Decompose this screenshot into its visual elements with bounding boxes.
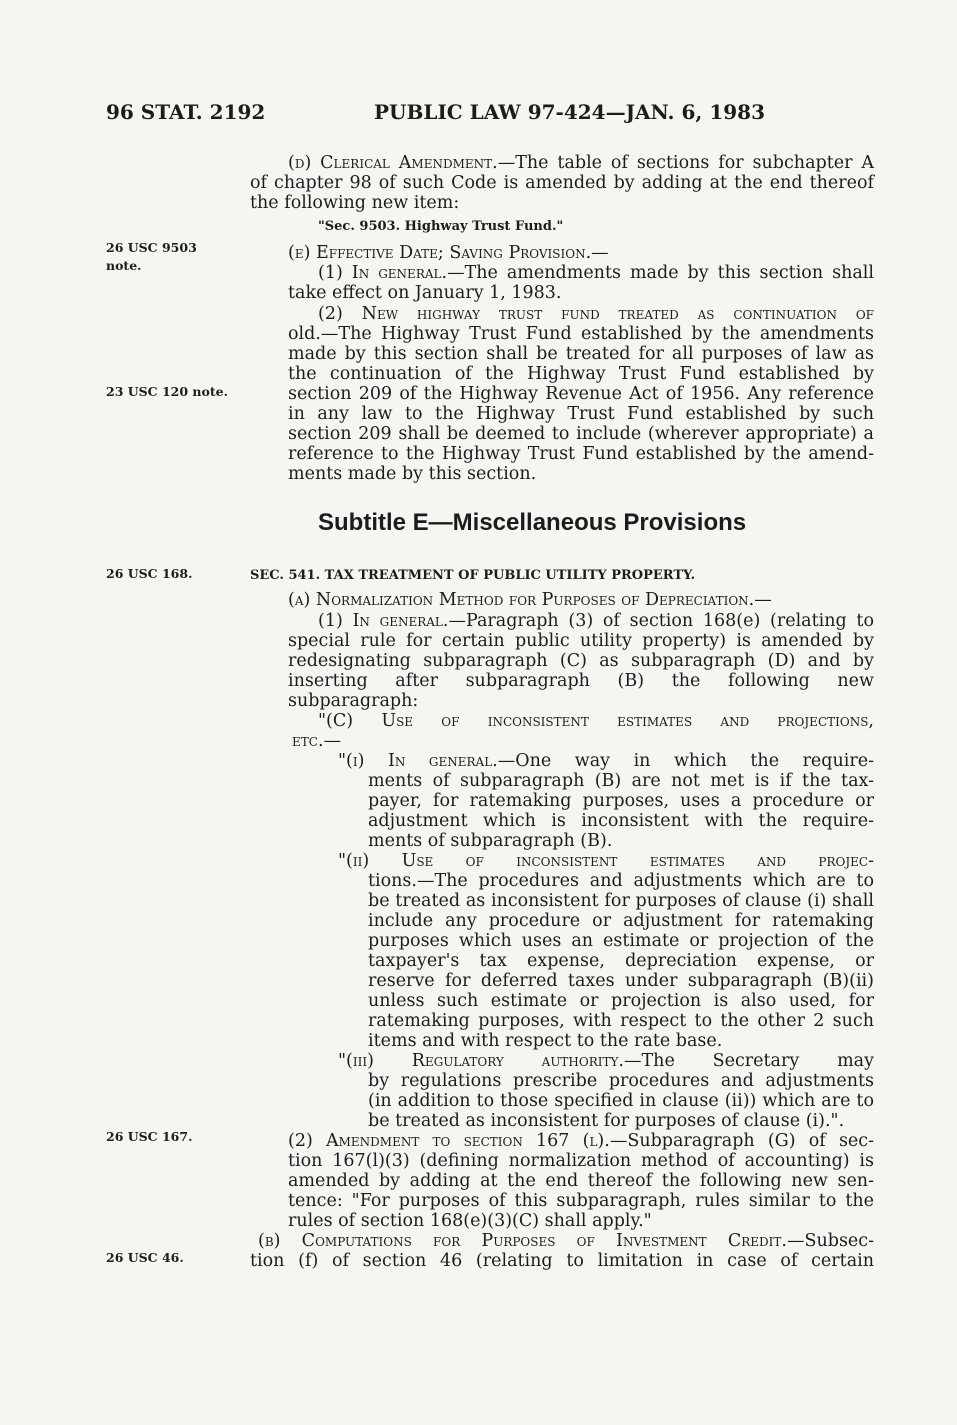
text-line: inserting after subparagraph (B) the following new bbox=[288, 671, 874, 691]
text-line: items and with respect to the rate base. bbox=[368, 1031, 723, 1051]
text-line: (in addition to those specified in clause (ii)) which are to bbox=[368, 1091, 874, 1111]
text-line: the continuation of the Highway Trust Fund established by bbox=[288, 364, 874, 384]
text-line: (2) New highway trust fund treated as continuation of bbox=[318, 304, 874, 324]
text-line: "(C) Use of inconsistent estimates and projections, bbox=[318, 711, 874, 731]
text-line: include any procedure or adjustment for ratemaking bbox=[368, 911, 874, 931]
statute-page-number: 96 STAT. 2192 bbox=[106, 100, 266, 124]
text-line: reference to the Highway Trust Fund established by the amend- bbox=[288, 444, 874, 464]
text-line: ments of subparagraph (B). bbox=[368, 831, 613, 851]
text-line: purposes which uses an estimate or projection of the bbox=[368, 931, 874, 951]
text-line: "(i) In general.—One way in which the require- bbox=[338, 751, 874, 771]
section-heading: SEC. 541. TAX TREATMENT OF PUBLIC UTILITY PROPERTY. bbox=[250, 568, 696, 583]
table-item: "Sec. 9503. Highway Trust Fund." bbox=[318, 219, 564, 234]
text-line: be treated as inconsistent for purposes of clause (i) shall bbox=[368, 891, 874, 911]
text-line: adjustment which is inconsistent with the require- bbox=[368, 811, 874, 831]
text-line: section 209 of the Highway Revenue Act of 1956. Any reference bbox=[288, 384, 874, 404]
margin-note: 26 USC 9503 bbox=[106, 240, 197, 255]
text-line: of chapter 98 of such Code is amended by adding at the end thereof bbox=[250, 173, 874, 193]
margin-note: 23 USC 120 note. bbox=[106, 384, 228, 399]
paragraph-heading: (e) Effective Date; Saving Provision.— bbox=[288, 243, 609, 263]
text-line: old.—The Highway Trust Fund established by the amendments bbox=[288, 324, 874, 344]
text-line: tence: "For purposes of this subparagraph, rules similar to the bbox=[288, 1191, 874, 1211]
text-line: ratemaking purposes, with respect to the other 2 such bbox=[368, 1011, 874, 1031]
text-line: tion 167(l)(3) (defining normalization method of accounting) is bbox=[288, 1151, 874, 1171]
text-line: by regulations prescribe procedures and adjustments bbox=[368, 1071, 874, 1091]
text-line: ments made by this section. bbox=[288, 464, 537, 484]
margin-note: 26 USC 46. bbox=[106, 1250, 184, 1265]
text-line: etc.— bbox=[292, 731, 342, 751]
text-line: (d) Clerical Amendment.—The table of sections for subchapter A bbox=[288, 153, 874, 173]
text-line: (b) Computations for Purposes of Investment Credit.—Subsec- bbox=[258, 1231, 874, 1251]
page-header bbox=[0, 100, 957, 130]
text-line: ments of subparagraph (B) are not met is if the tax- bbox=[368, 771, 874, 791]
text-line: amended by adding at the end thereof the following new sen- bbox=[288, 1171, 874, 1191]
text-line: "(ii) Use of inconsistent estimates and projec- bbox=[338, 851, 874, 871]
text-line: (1) In general.—The amendments made by this section shall bbox=[318, 263, 874, 283]
public-law-title: PUBLIC LAW 97-424—JAN. 6, 1983 bbox=[374, 100, 765, 124]
text-line: take effect on January 1, 1983. bbox=[288, 283, 562, 303]
text-line: payer, for ratemaking purposes, uses a procedure or bbox=[368, 791, 874, 811]
subtitle-heading: Subtitle E—Miscellaneous Provisions bbox=[318, 509, 747, 536]
text-line: redesignating subparagraph (C) as subparagraph (D) and by bbox=[288, 651, 874, 671]
text-line: tion (f) of section 46 (relating to limitation in case of certain bbox=[250, 1251, 874, 1271]
text-line: be treated as inconsistent for purposes of clause (i).". bbox=[368, 1111, 845, 1131]
text-line: section 209 shall be deemed to include (wherever appropriate) a bbox=[288, 424, 874, 444]
text-line: tions.—The procedures and adjustments which are to bbox=[368, 871, 874, 891]
text-line: unless such estimate or projection is also used, for bbox=[368, 991, 874, 1011]
margin-note: note. bbox=[106, 258, 142, 273]
text-line: in any law to the Highway Trust Fund established by such bbox=[288, 404, 874, 424]
margin-note: 26 USC 167. bbox=[106, 1129, 193, 1144]
text-line: rules of section 168(e)(3)(C) shall apply." bbox=[288, 1211, 652, 1231]
text-line: made by this section shall be treated for all purposes of law as bbox=[288, 344, 874, 364]
text-line: reserve for deferred taxes under subparagraph (B)(ii) bbox=[368, 971, 874, 991]
paragraph-heading: (a) Normalization Method for Purposes of Depreciation.— bbox=[288, 590, 772, 610]
text-line: (2) Amendment to section 167 (l).—Subparagraph (G) of sec- bbox=[288, 1131, 874, 1151]
text-line: "(iii) Regulatory authority.—The Secretary may bbox=[338, 1051, 874, 1071]
text-line: (1) In general.—Paragraph (3) of section 168(e) (relating to bbox=[318, 611, 874, 631]
text-line: subparagraph: bbox=[288, 691, 419, 711]
margin-note: 26 USC 168. bbox=[106, 566, 193, 581]
text-line: taxpayer's tax expense, depreciation expense, or bbox=[368, 951, 874, 971]
text-line: the following new item: bbox=[250, 193, 460, 213]
text-line: special rule for certain public utility property) is amended by bbox=[288, 631, 874, 651]
